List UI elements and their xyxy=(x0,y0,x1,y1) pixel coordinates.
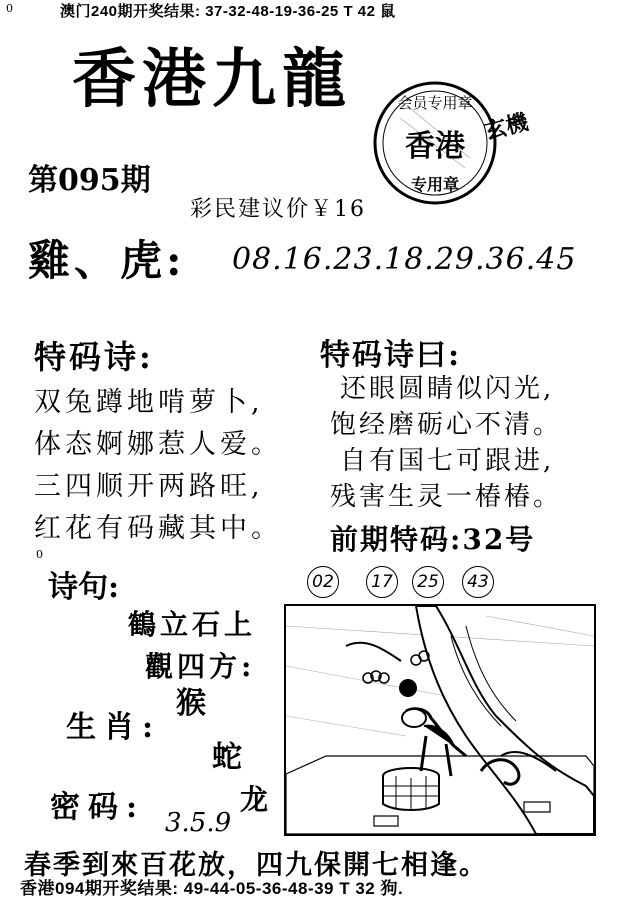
zodiac-word: 蛇 xyxy=(212,740,242,775)
verse-line: 鶴立石上 xyxy=(128,608,257,641)
stamp-center-text: 香港 xyxy=(405,129,465,164)
stamp-side-text: 玄機 xyxy=(481,109,531,145)
secret-code-label: 密码: xyxy=(50,790,146,825)
zodiac-label: 生肖: xyxy=(66,710,162,745)
zodiac-word: 猴 xyxy=(176,686,206,721)
secret-code-extra: 龙 xyxy=(240,783,269,816)
seal-stamp-icon xyxy=(370,78,500,208)
footer-verse: 春季到來百花放，四九保開七相逢。 xyxy=(24,850,488,881)
cartoon-illustration xyxy=(284,604,596,836)
number-ball: 02 xyxy=(307,566,339,598)
page-mark-top: 0 xyxy=(6,2,13,15)
secret-code-value: 3.5.9 xyxy=(165,808,232,838)
zodiac-pick-numbers: 08.16.23.18.29.36.45 xyxy=(232,242,577,277)
top-result-banner: 澳门240期开奖结果: 37-32-48-19-36-25 T 42 鼠 xyxy=(60,3,396,20)
zodiac-pick-label: 雞、虎: xyxy=(28,236,186,285)
number-ball: 17 xyxy=(366,566,398,598)
verse-line: 觀四方: xyxy=(145,650,256,683)
verse-label: 诗句: xyxy=(48,570,120,605)
poem-right-line: 自有国七可跟进, xyxy=(340,446,555,476)
poem-right-line: 饱经磨砺心不清。 xyxy=(330,410,563,440)
previous-special-code: 前期特码:32号 xyxy=(330,523,536,556)
stamp-outer-text: 会员专用章 xyxy=(397,94,473,112)
poem-left-line: 三四顺开两路旺, xyxy=(34,471,264,502)
page-mark-mid: 0 xyxy=(36,548,43,561)
poem-left-line: 红花有码藏其中。 xyxy=(34,513,282,544)
number-ball: 43 xyxy=(462,566,494,598)
poem-right-line: 残害生灵一椿椿。 xyxy=(330,482,563,512)
suggested-price: 彩民建议价￥16 xyxy=(190,197,366,222)
poem-right-line: 还眼圆睛似闪光, xyxy=(340,374,555,404)
page-title: 香港九龍 xyxy=(72,42,352,117)
poem-left-line: 体态婀娜惹人爱。 xyxy=(34,429,282,460)
well-icon xyxy=(383,768,439,810)
number-ball: 25 xyxy=(412,566,444,598)
issue-number: 第095期 xyxy=(28,163,151,198)
black-ball-icon xyxy=(399,679,417,697)
stamp-bottom-text: 专用章 xyxy=(410,175,460,194)
poem-left-title: 特码诗: xyxy=(34,338,154,376)
poem-left-line: 双兔蹲地啃萝卜, xyxy=(34,387,264,418)
bottom-result-banner: 香港094期开奖结果: 49-44-05-36-48-39 T 32 狗. xyxy=(20,879,404,898)
poem-right-title: 特码诗曰: xyxy=(320,338,462,373)
